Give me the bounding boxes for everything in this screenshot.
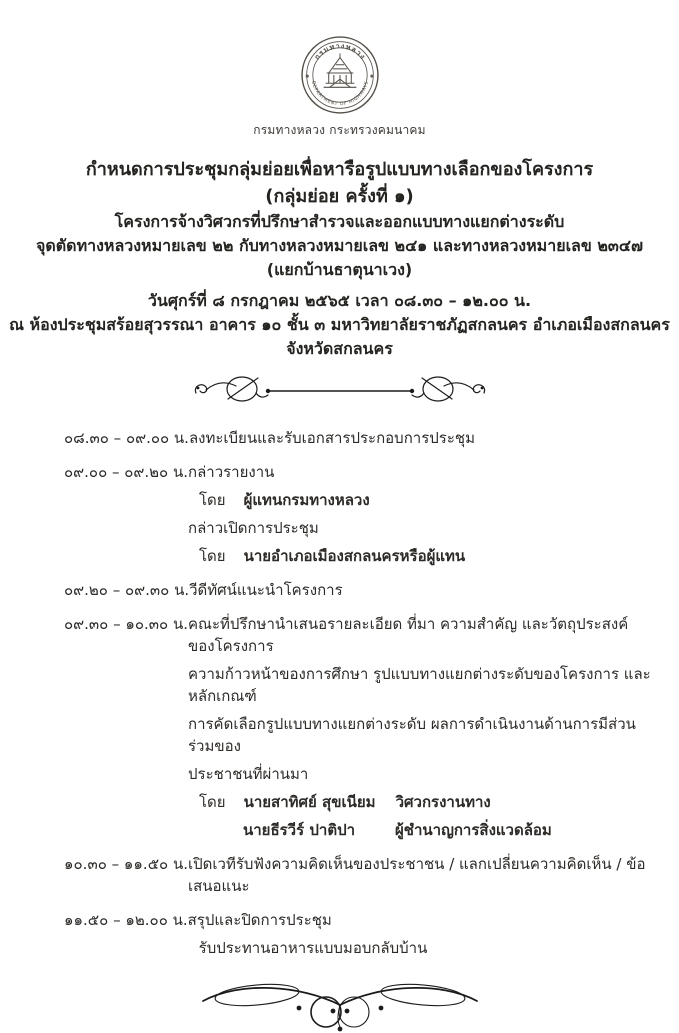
agenda-item-lines xyxy=(189,427,651,455)
agenda-line xyxy=(189,579,651,601)
title-block xyxy=(0,156,679,361)
agenda-text: ลงทะเบียนและรับเอกสารประกอบการประชุม xyxy=(188,429,475,447)
speaker-name: นายธีรวีร์ ปาติปา xyxy=(243,821,356,839)
agenda-text: กล่าวเปิดการประชุม xyxy=(188,519,319,537)
agenda-text: คณะที่ปรึกษานำเสนอรายละเอียด ที่มา ความสำคัญ และวัตถุประสงค์ของโครงการ xyxy=(188,615,629,655)
agenda-item-lines xyxy=(188,909,651,965)
agenda-text: เปิดเวทีรับฟังความคิดเห็นของประชาชน / แลกเปลี่ยนความคิดเห็น / ข้อเสนอแนะ xyxy=(188,855,646,895)
agenda-row xyxy=(64,579,651,607)
agenda-line xyxy=(189,427,651,449)
project-name-line: โครงการจ้างวิศวกรที่ปรึกษาสำรวจและออกแบบทางแยกต่างระดับ xyxy=(114,212,565,231)
document-title-line: กำหนดการประชุมกลุ่มย่อยเพื่อหารือรูปแบบทางเลือกของโครงการ xyxy=(85,159,594,180)
agenda-line xyxy=(188,613,651,657)
agenda-item-lines xyxy=(188,613,651,847)
agenda-line xyxy=(188,545,651,567)
speaker-prefix: โดย xyxy=(199,547,226,565)
speaker-name: นายอำเภอเมืองสกลนครหรือผู้แทน xyxy=(243,547,466,565)
agenda-row xyxy=(64,853,651,903)
agenda-text: รับประทานอาหารแบบมอบกลับบ้าน xyxy=(198,939,428,957)
agenda-time: ๐๙.๓๐ – ๑๐.๓๐ น. xyxy=(64,615,188,633)
agency-caption: กรมทางหลวง กระทรวงคมนาคม xyxy=(253,123,426,137)
agenda-line xyxy=(188,937,651,959)
meeting-venue-line: จังหวัดสกลนคร xyxy=(286,339,393,358)
agenda-line xyxy=(188,461,651,483)
agenda-row xyxy=(64,461,651,573)
agenda-row xyxy=(64,613,651,847)
document-title-line: (กลุ่มย่อย ครั้งที่ ๑) xyxy=(265,186,414,207)
agenda-line xyxy=(188,909,651,931)
agenda-item-lines xyxy=(189,579,651,607)
agenda-time: ๑๐.๓๐ – ๑๑.๕๐ น. xyxy=(64,855,188,873)
speaker-prefix: โดย xyxy=(199,491,226,509)
speaker-role: ผู้ชำนาญการสิ่งแวดล้อม xyxy=(395,821,552,839)
agenda-text: ประชาชนที่ผ่านมา xyxy=(188,765,309,783)
agenda-time: ๐๙.๒๐ – ๐๙.๓๐ น. xyxy=(64,581,190,599)
document-header xyxy=(0,0,679,140)
speaker-name: ผู้แทนกรมทางหลวง xyxy=(243,491,370,509)
agenda-line xyxy=(188,853,651,897)
agenda-item-lines xyxy=(188,853,651,903)
agenda-line xyxy=(188,819,651,841)
speaker-name: นายสาทิศย์ สุขเนียม xyxy=(243,793,376,811)
svg-text:กรมทางหลวง: กรมทางหลวง xyxy=(311,41,368,62)
agenda-line xyxy=(188,489,651,511)
agenda-line xyxy=(188,713,651,757)
agenda-line xyxy=(188,763,651,785)
agenda-line xyxy=(188,517,651,539)
agenda-text: สรุปและปิดการประชุม xyxy=(187,911,332,929)
agenda-time: ๐๘.๓๐ – ๐๙.๐๐ น. xyxy=(64,429,189,447)
department-of-highways-seal-icon xyxy=(299,34,381,116)
agenda-text: ความก้าวหน้าของการศึกษา รูปแบบทางแยกต่างระดับของโครงการ และหลักเกณฑ์ xyxy=(188,665,651,705)
agenda-text: การคัดเลือกรูปแบบทางแยกต่างระดับ ผลการดำเนินงานด้านการมีส่วนร่วมของ xyxy=(188,715,636,755)
agenda-text: วีดีทัศน์แนะนำโครงการ xyxy=(189,581,343,599)
agenda-text: กล่าวรายงาน xyxy=(188,463,275,481)
agenda-list xyxy=(0,411,679,965)
flourish-divider-bottom-icon xyxy=(195,979,485,1033)
agenda-row xyxy=(64,909,651,965)
flourish-divider-top-icon xyxy=(190,369,490,411)
speaker-prefix: โดย xyxy=(199,793,226,811)
agenda-line xyxy=(188,791,651,813)
agenda-row xyxy=(64,427,651,455)
meeting-datetime: วันศุกร์ที่ ๘ กรกฎาคม ๒๕๖๕ เวลา ๐๘.๓๐ – ๑๒.๐๐ น. xyxy=(147,291,532,310)
svg-text:✱: ✱ xyxy=(369,74,374,81)
agenda-item-lines xyxy=(188,461,651,573)
agenda-time: ๑๑.๕๐ – ๑๒.๐๐ น. xyxy=(64,911,188,929)
svg-text:✱: ✱ xyxy=(304,74,309,81)
svg-text:DEPARTMENT OF HIGHWAYS: DEPARTMENT OF HIGHWAYS xyxy=(309,80,370,108)
agenda-line xyxy=(188,663,651,707)
meeting-venue-line: ณ ห้องประชุมสร้อยสุวรรณา อาคาร ๑๐ ชั้น ๓ มหาวิทยาลัยราชภัฏสกลนคร อำเภอเมืองสกลนคร xyxy=(9,315,670,334)
project-name-line: จุดตัดทางหลวงหมายเลข ๒๒ กับทางหลวงหมายเลข ๒๔๑ และทางหลวงหมายเลข ๒๓๔๗ xyxy=(36,236,643,255)
project-name-line: (แยกบ้านธาตุนาเวง) xyxy=(266,260,413,279)
agenda-time: ๐๙.๐๐ – ๐๙.๒๐ น. xyxy=(64,463,188,481)
speaker-role: วิศวกรงานทาง xyxy=(395,793,491,811)
